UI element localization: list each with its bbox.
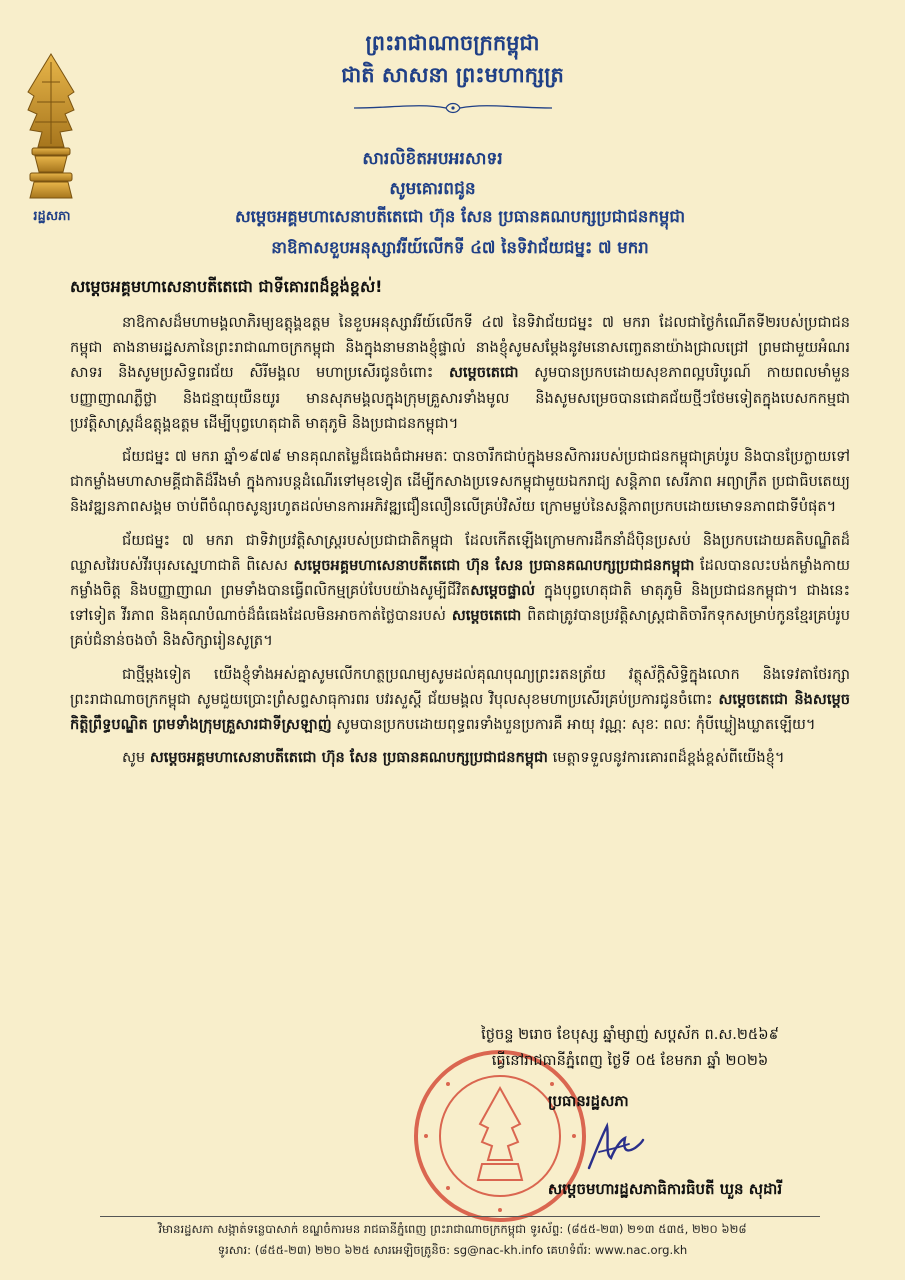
signatory-title: ប្រធានរដ្ឋសភា bbox=[548, 1092, 629, 1110]
respectfully-to-line: សូមគោរពជូន bbox=[389, 179, 476, 199]
paragraph-1: នាឱកាសដ៏មហាមង្គលាភិរម្យឧត្តុង្គឧត្តម នៃខួបអនុស្សាវរីយ៍លើកទី ៤៧ នៃទិវាជ័យជម្នះ ៧ មករា ដែលជាថ្ងៃកំណើតទី២របស់ប្រជាជនកម្ពុជា តាងនាមរដ្ឋសភានៃព្រះរាជាណាចក្រកម្ពុជា និងក្នុងនាមនាងខ្ញុំផ្ទាល់ នាងខ្ញុំសូមសម្តែងនូវមនោសញ្ចេតនាយ៉ាងជ្រាលជ្រៅ ព្រមជាមួយអំណរសាទរ និងសូមប្រសិទ្ធពរជ័យ សិរីមង្គល មហាប្រសើរជូនចំពោះ សម្តេចតេជោ សូមបានប្រកបដោយសុខភាពល្អបរិបូរណ៍ កាយពលមាំមួន បញ្ញាញាណភ្លឺថ្លា និងជន្មាយុយឺនយូរ មានសុភមង្គលក្នុងក្រុមគ្រួសារទាំងមូល និងសូមសម្រេចបានជោគជ័យថ្មីៗថែមទៀតក្នុងបេសកកម្មជាប្រវត្តិសាស្ត្រដ៏ឧត្តុង្គឧត្តម ដើម្បីបុព្វហេតុជាតិ មាតុភូមិ និងប្រជាជនកម្ពុជា។ bbox=[70, 314, 850, 432]
letter-body bbox=[70, 310, 850, 778]
salutation: សម្តេចអគ្គមហាសេនាបតីតេជោ ជាទីគោរពដ៏ខ្ពង់ខ្ពស់! bbox=[70, 277, 383, 296]
lunar-date: ថ្ងៃចន្ទ ២រោច ខែបុស្ស ឆ្នាំម្សាញ់ សប្តស័ក ព.ស.២៥៦៩ bbox=[481, 1026, 779, 1043]
paragraph-2: ជ័យជម្នះ ៧ មករា ឆ្នាំ១៩៧៩ មានគុណតម្លៃដ៏ធេងធំជាអមតៈ បានចារឹកជាប់ក្នុងមនសិការរបស់ប្រជាជនកម្ពុជាគ្រប់រូប និងបានប្រែក្លាយទៅជាកម្លាំងមហាសាមគ្គីជាតិដ៏រឹងមាំ ក្នុងការបន្តដំណើរទៅមុខទៀត ដើម្បីកសាងប្រទេសកម្ពុជាមួយឯករាជ្យ សន្តិភាព សេរីភាព អព្យាក្រឹត ប្រជាធិបតេយ្យ និងវឌ្ឍនភាពសង្គម ចាប់ពីចំណុចសូន្យរហូតដល់មានការអភិវឌ្ឍជឿនលឿនលើគ្រប់វិស័យ ក្រោមម្លប់នៃសន្តិភាពប្រកបដោយមោទនភាពជាទីបំផុត។ bbox=[70, 448, 850, 516]
footer-address: វិមានរដ្ឋសភា សង្កាត់ទន្លេបាសាក់ ខណ្ឌចំការមន រាជធានីភ្នំពេញ ព្រះរាជាណាចក្រកម្ពុជា ទូរស័ព្ទ: (៨៥៥-២៣) ២១៣ ៥៣៥, ២២០ ៦២៨ bbox=[158, 1222, 747, 1236]
kingdom-heading: ព្រះរាជាណាចក្រកម្ពុជា bbox=[365, 30, 540, 55]
date-block bbox=[420, 1022, 840, 1074]
organization-label: រដ្ឋសភា bbox=[33, 209, 71, 224]
paragraph-5: សូម សម្តេចអគ្គមហាសេនាបតីតេជោ ហ៊ុន សែន ប្រធានគណបក្សប្រជាជនកម្ពុជា មេត្តាទទួលនូវការគោរពដ៏ខ្ពង់ខ្ពស់ពីយើងខ្ញុំ។ bbox=[122, 749, 785, 767]
divider-ornament-icon bbox=[350, 99, 556, 117]
motto-heading: ជាតិ សាសនា ព្រះមហាក្សត្រ bbox=[341, 62, 564, 87]
signatory-name: សម្តេចមហារដ្ឋសភាធិការធិបតី ឃួន សុដារី bbox=[547, 1180, 783, 1198]
letter-type-title: សារលិខិតអបអរសាទរ bbox=[362, 149, 503, 169]
paragraph-3: ជ័យជម្នះ ៧ មករា ជាទិវាប្រវត្តិសាស្ត្ររបស់ប្រជាជាតិកម្ពុជា ដែលកើតឡើងក្រោមការដឹកនាំដ៏ប៉ិនប្រសប់ និងប្រកបដោយគតិបណ្ឌិតដ៏ឈ្លាសវៃរបស់វីរបុរសស្នេហាជាតិ ពិសេស សម្តេចអគ្គមហាសេនាបតីតេជោ ហ៊ុន សែន ប្រធានគណបក្សប្រជាជនកម្ពុជា ដែលបានលះបង់កម្លាំងកាយ កម្លាំងចិត្ត និងបញ្ញាញាណ ព្រមទាំងបានធ្វើពលិកម្មគ្រប់បែបយ៉ាងសូម្បីជីវិតសម្តេចផ្ទាល់ ក្នុងបុព្វហេតុជាតិ មាតុភូមិ និងប្រជាជនកម្ពុជា។ ជាងនេះទៅទៀត វីរភាព និងគុណបំណាច់ដ៏ធំធេងដែលមិនអាចកាត់ថ្លៃបានរបស់ សម្តេចតេជោ ពិតជាត្រូវបានប្រវត្តិសាស្ត្រជាតិចារឹកទុកសម្រាប់កូនខ្មែរគ្រប់រូប គ្រប់ជំនាន់ចងចាំ និងសិក្សារៀនសូត្រ។ bbox=[70, 531, 850, 650]
solar-date: ធ្វើនៅរាជធានីភ្នំពេញ ថ្ងៃទី ០៥ ខែមករា ឆ្នាំ ២០២៦ bbox=[491, 1052, 769, 1069]
footer-divider bbox=[100, 1216, 820, 1217]
paragraph-4: ជាថ្មីម្តងទៀត យើងខ្ញុំទាំងអស់គ្នាសូមលើកហត្ថប្រណម្យសូមដល់គុណបុណ្យព្រះរតនត្រ័យ វត្ថុស័ក្តិសិទ្ធិក្នុងលោក និងទេវតាថែរក្សាព្រះរាជាណាចក្រកម្ពុជា សូមជួយប្រោះព្រំសព្ទសាធុការពរ បវរសួស្តី ជ័យមង្គល វិបុលសុខមហាប្រសើរគ្រប់ប្រការជូនចំពោះ សម្តេចតេជោ និងសម្តេចកិត្តិព្រឹទ្ធបណ្ឌិត ព្រមទាំងក្រុមគ្រួសារជាទីស្រឡាញ់ សូមបានប្រកបដោយពុទ្ធពរទាំងបួនប្រការគឺ អាយុ វណ្ណៈ សុខៈ ពលៈ កុំបីឃ្លៀងឃ្លាតឡើយ។ bbox=[70, 665, 850, 734]
footer-contact: ទូរសារ: (៨៥៥-២៣) ២២០ ៦២៥ សារអេឡិចត្រូនិច: sg@nac-kh.info គេហទំព័រ: www.nac.org.kh bbox=[217, 1243, 688, 1257]
occasion-line: នាឱកាសខួបអនុស្សាវរីយ៍លើកទី ៤៧ នៃទិវាជ័យជម្នះ ៧ មករា bbox=[271, 238, 649, 257]
handwritten-signature-icon bbox=[585, 1118, 645, 1173]
recipient-line: សម្តេចអគ្គមហាសេនាបតីតេជោ ហ៊ុន សែន ប្រធានគណបក្សប្រជាជនកម្ពុជា bbox=[234, 207, 686, 226]
